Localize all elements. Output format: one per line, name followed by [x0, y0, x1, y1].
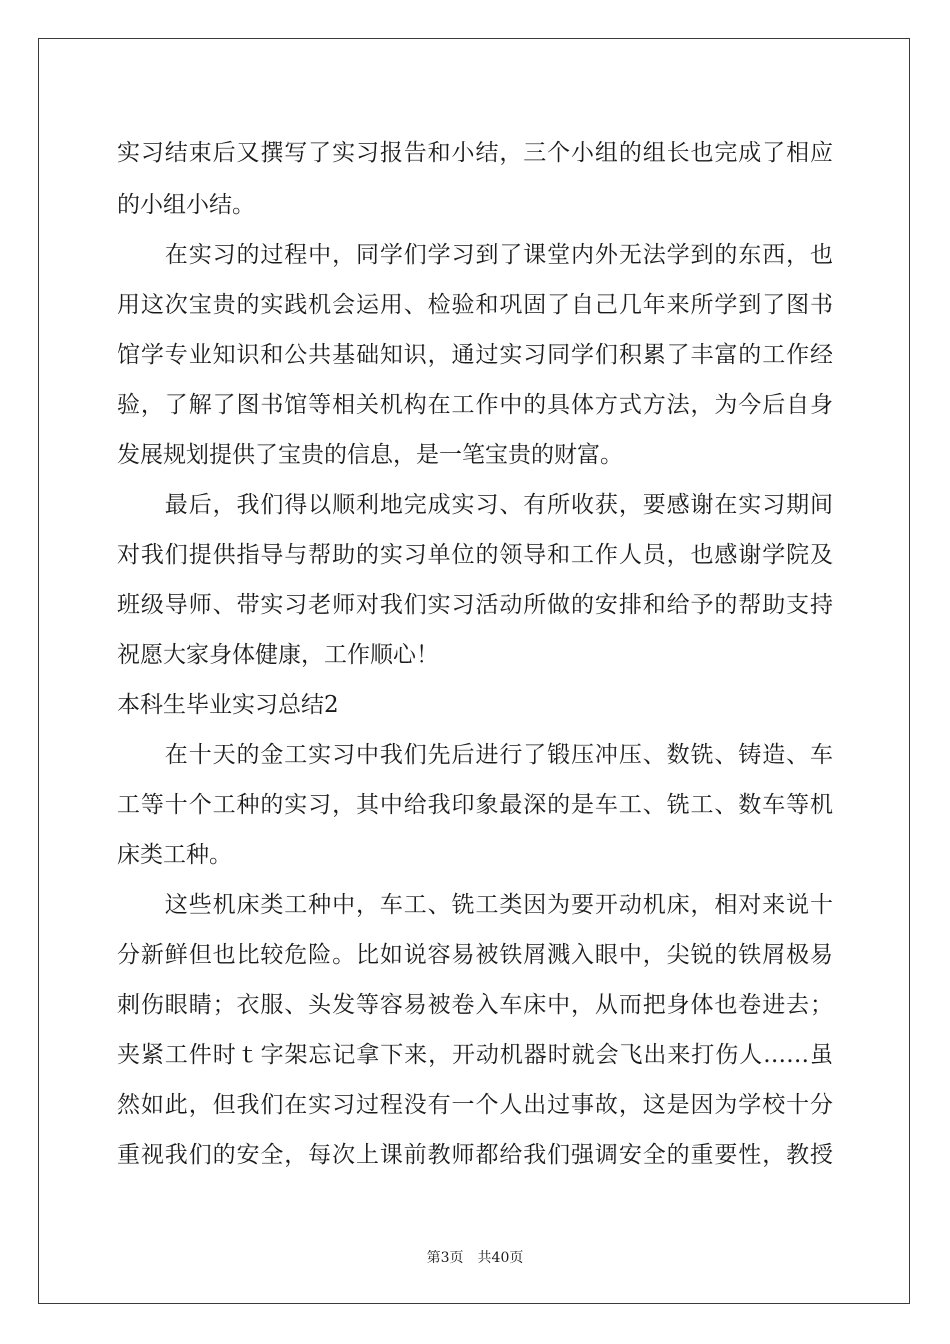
- page-total: 共40页: [477, 1250, 524, 1266]
- text-line: 床类工种。: [117, 842, 232, 868]
- text-line: 班级导师、带实习老师对我们实习活动所做的安排和给予的帮助支持: [117, 592, 833, 618]
- text-line: 馆学专业知识和公共基础知识，通过实习同学们积累了丰富的工作经: [117, 342, 833, 368]
- text-line: 刺伤眼睛；衣服、头发等容易被卷入车床中，从而把身体也卷进去；: [117, 992, 833, 1018]
- text-line: 在实习的过程中，同学们学习到了课堂内外无法学到的东西，也: [117, 242, 833, 268]
- text-line: 分新鲜但也比较危险。比如说容易被铁屑溅入眼中，尖锐的铁屑极易: [117, 942, 833, 968]
- text-line: 祝愿大家身体健康，工作顺心！: [117, 642, 439, 668]
- text-line: 夹紧工件时ｔ字架忘记拿下来，开动机器时就会飞出来打伤人……虽: [117, 1042, 833, 1068]
- section-heading: 本科生毕业实习总结2: [117, 692, 339, 718]
- text-line: 最后，我们得以顺利地完成实习、有所收获，要感谢在实习期间: [117, 492, 833, 518]
- page-footer: [0, 1247, 950, 1267]
- text-line: 工等十个工种的实习，其中给我印象最深的是车工、铣工、数车等机: [117, 792, 833, 818]
- text-line: 实习结束后又撰写了实习报告和小结，三个小组的组长也完成了相应: [117, 140, 833, 166]
- text-line: 用这次宝贵的实践机会运用、检验和巩固了自己几年来所学到了图书: [117, 292, 833, 318]
- text-line: 发展规划提供了宝贵的信息，是一笔宝贵的财富。: [117, 442, 623, 468]
- text-line: 这些机床类工种中，车工、铣工类因为要开动机床，相对来说十: [117, 892, 833, 918]
- text-line: 对我们提供指导与帮助的实习单位的领导和工作人员，也感谢学院及: [117, 542, 833, 568]
- page-number: 第3页: [426, 1250, 464, 1266]
- text-line: 在十天的金工实习中我们先后进行了锻压冲压、数铣、铸造、车: [117, 742, 833, 768]
- text-line: 重视我们的安全，每次上课前教师都给我们强调安全的重要性，教授: [117, 1142, 833, 1168]
- text-line: 然如此，但我们在实习过程没有一个人出过事故，这是因为学校十分: [117, 1092, 833, 1118]
- text-line: 验，了解了图书馆等相关机构在工作中的具体方式方法，为今后自身: [117, 392, 833, 418]
- text-line: 的小组小结。: [117, 192, 255, 218]
